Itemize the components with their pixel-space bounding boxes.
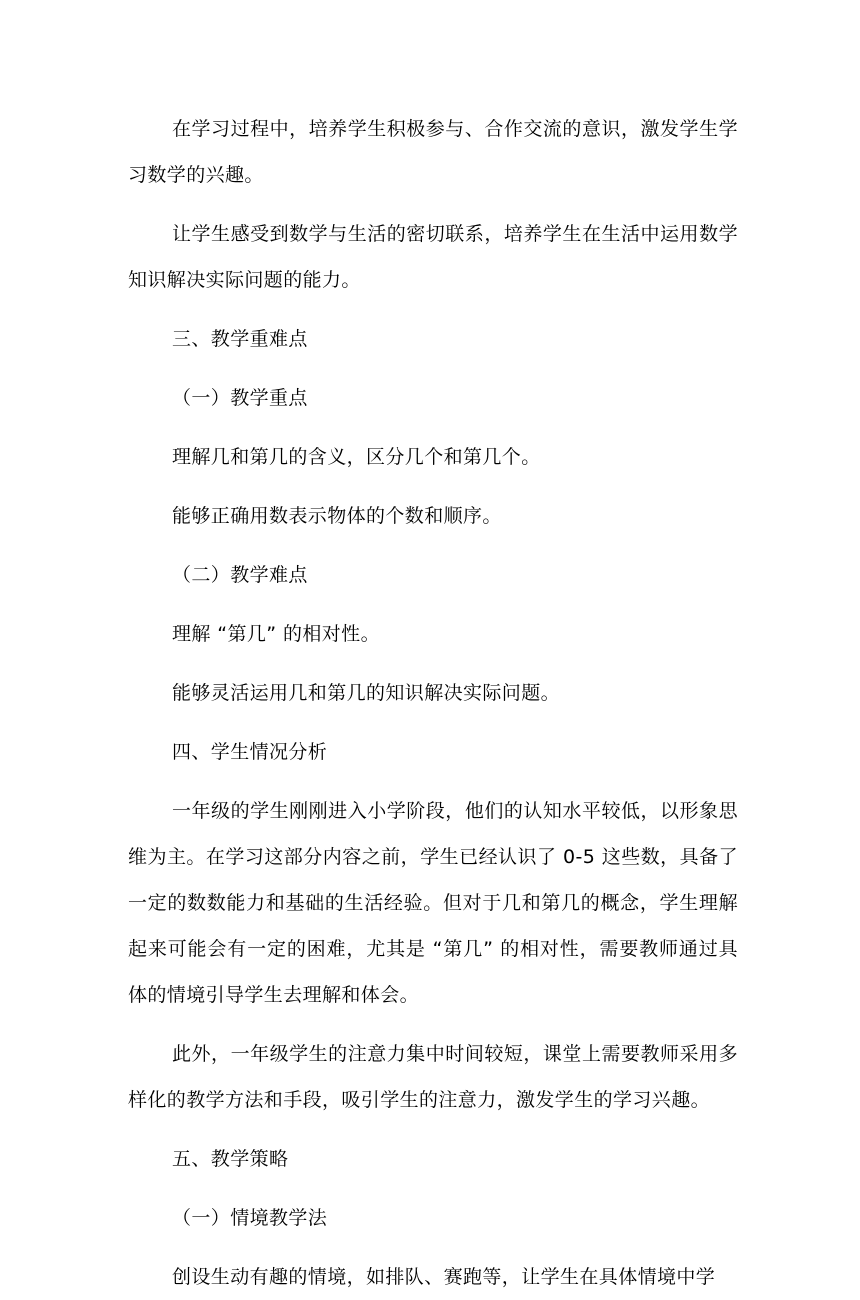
subheading-key-points: （一）教学重点 xyxy=(172,387,308,409)
paragraph-situational-teaching: 创设生动有趣的情境，如排队、赛跑等，让学生在具体情境中学 xyxy=(172,1266,716,1288)
section-heading-teaching-strategy: 五、教学策略 xyxy=(172,1148,289,1170)
document-body xyxy=(128,106,738,1300)
section-heading-student-analysis: 四、学生情况分析 xyxy=(172,741,328,763)
section-heading-key-difficult-points: 三、教学重难点 xyxy=(172,328,308,350)
paragraph-life-connection: 让学生感受到数学与生活的密切联系，培养学生在生活中运用数学知识解决实际问题的能力。 xyxy=(128,223,738,291)
subheading-difficult-points: （二）教学难点 xyxy=(172,564,308,586)
paragraph-participation: 在学习过程中，培养学生积极参与、合作交流的意识，激发学生学习数学的兴趣。 xyxy=(128,118,738,186)
list-item-relativity: 理解 “第几” 的相对性。 xyxy=(172,623,380,645)
list-item-represent-numbers: 能够正确用数表示物体的个数和顺序。 xyxy=(172,505,502,527)
subheading-situational-teaching: （一）情境教学法 xyxy=(172,1207,328,1229)
list-item-apply-knowledge: 能够灵活运用几和第几的知识解决实际问题。 xyxy=(172,682,561,704)
paragraph-attention-span: 此外，一年级学生的注意力集中时间较短，课堂上需要教师采用多样化的教学方法和手段，吸引学生的注意力，激发学生的学习兴趣。 xyxy=(128,1043,738,1111)
list-item-understand-meaning: 理解几和第几的含义，区分几个和第几个。 xyxy=(172,446,541,468)
paragraph-student-analysis: 一年级的学生刚刚进入小学阶段，他们的认知水平较低，以形象思维为主。在学习这部分内容之前，学生已经认识了 0-5 这些数，具备了一定的数数能力和基础的生活经验。但对于几和第几的概念，学生理解起来可能会有一定的困难，尤其是 “第几” 的相对性，需要教师通过具体的情境引导学生去理解和体会。 xyxy=(128,800,738,1006)
